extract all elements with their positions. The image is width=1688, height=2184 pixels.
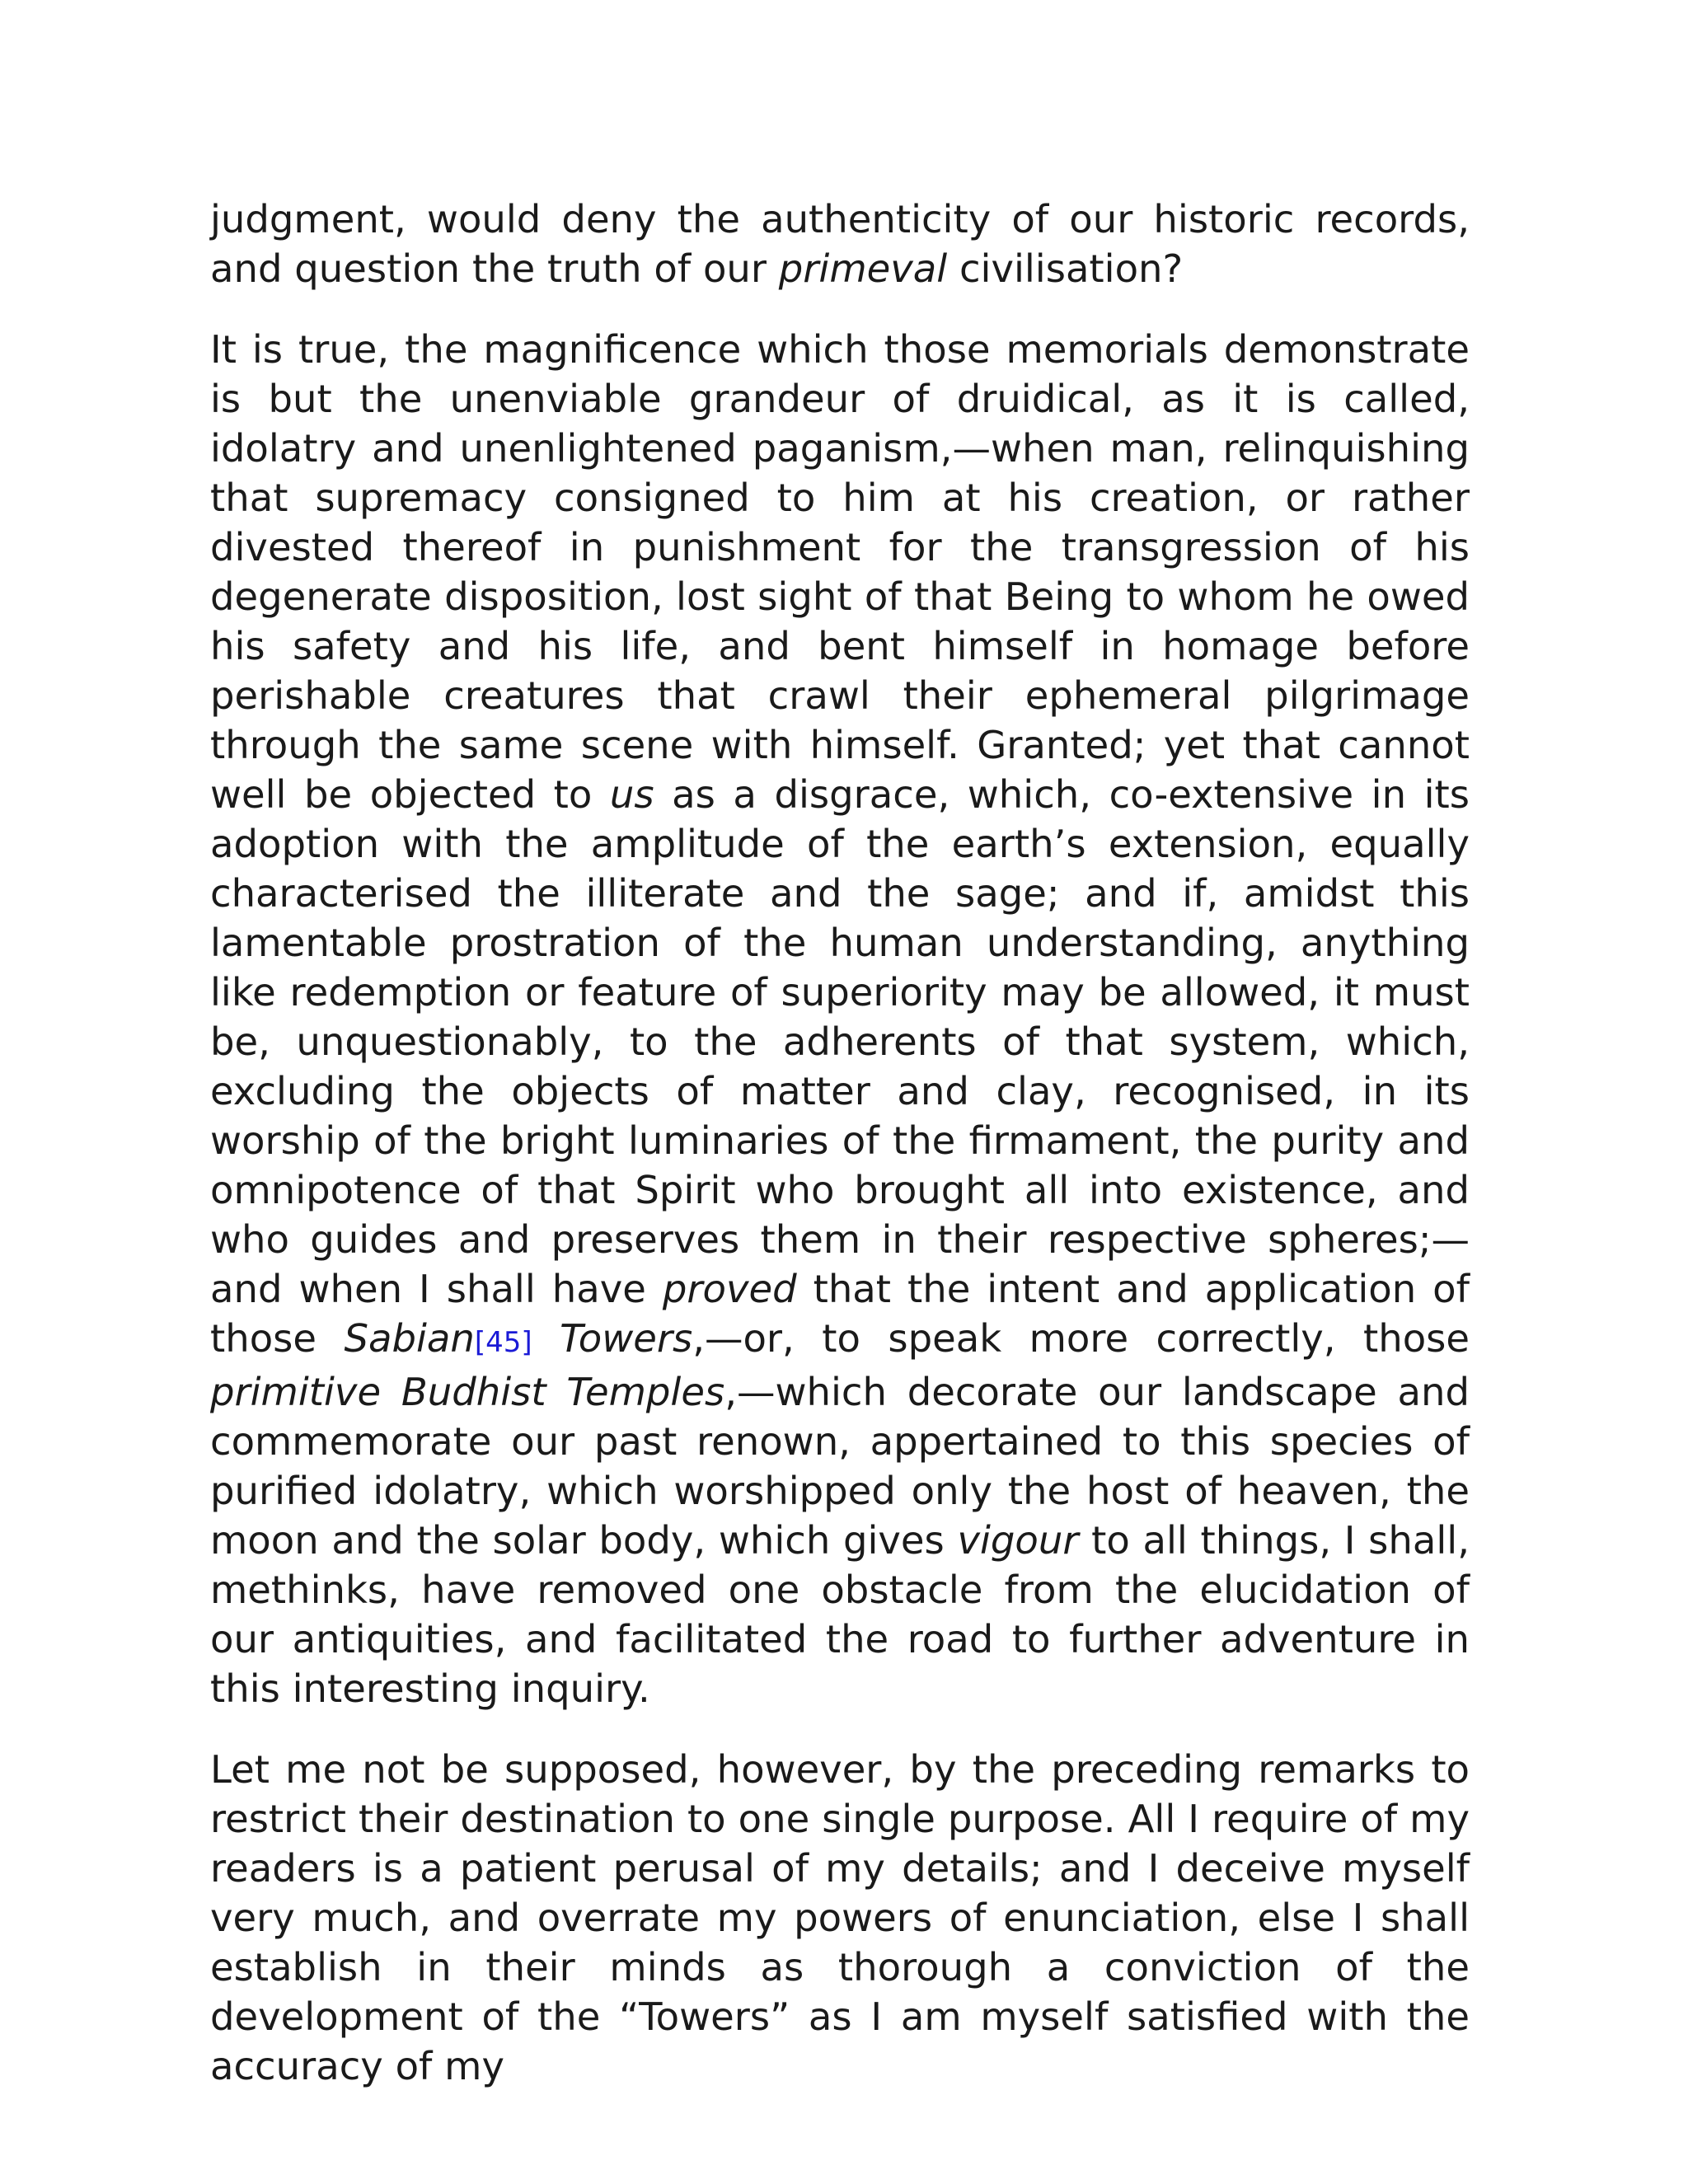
italic-run: primeval — [778, 246, 948, 291]
italic-run: proved — [662, 1267, 797, 1311]
italic-run: primitive Budhist Temples — [210, 1370, 725, 1414]
text-run: ,—which decorate our landscape and commemorate our past renown, appertained to this species of purified idolatry, which worshipped only the host of heaven, the moon and the solar body, which gives — [210, 1370, 1470, 1563]
text-run: as a disgrace, which, co-extensive in its adoption with the amplitude of the earth’s extension, equally characterised the illiterate and the sage; and if, amidst this lamentable prostration of the human understanding, anything like redemption or feature of superiority may be allowed, it must be, unquestionably, to the adherents of that system, which, excluding the objects of matter and clay, recognised, in its worship of the bright luminaries of the firmament, the purity and omnipotence of that Spirit who brought all into existence, and who guides and preserves them in their respective spheres;—and when I shall have — [210, 772, 1470, 1311]
paragraph-2 — [210, 325, 1470, 1713]
text-run: It is true, the magnificence which those memorials demonstrate is but the unenviable grandeur of druidical, as it is called, idolatry and unenlightened paganism,—when man, relinquishing that supremacy consigned to him at his creation, or rather divested thereof in punishment for the transgression of his degenerate disposition, lost sight of that Being to whom he owed his safety and his life, and bent himself in homage before perishable creatures that crawl their ephemeral pilgrimage through the same scene with himself. Granted; yet that cannot well be objected to — [210, 327, 1470, 817]
text-run: judgment, would deny the authenticity of our historic records, and question the truth of our — [210, 197, 1470, 291]
text-run: Let me not be supposed, however, by the preceding remarks to restrict their destination to one single purpose. All I require of my readers is a patient perusal of my details; and I deceive myself very much, and overrate my powers of enunciation, else I shall establish in their minds as thorough a conviction of the development of the “Towers” as I am myself satisfied with the accuracy of my — [210, 1747, 1470, 2088]
text-run — [532, 1316, 560, 1361]
italic-run: us — [609, 772, 654, 817]
paragraph-3 — [210, 1745, 1470, 2091]
text-run: civilisation? — [947, 246, 1184, 291]
text-run: to all things, I shall, methinks, have removed one obstacle from the elucidation of our antiquities, and facilitated the road to further adventure in this interesting inquiry. — [210, 1518, 1470, 1711]
italic-run: Sabian — [344, 1316, 475, 1361]
page-body — [210, 194, 1470, 2122]
footnote-link-45[interactable]: [45] — [474, 1326, 532, 1359]
paragraph-1 — [210, 194, 1470, 293]
text-run: ,—or, to speak more correctly, those — [692, 1316, 1470, 1361]
text-run: that the intent and application of those — [210, 1267, 1470, 1361]
italic-run: vigour — [957, 1518, 1079, 1563]
italic-run: Towers — [560, 1316, 693, 1361]
